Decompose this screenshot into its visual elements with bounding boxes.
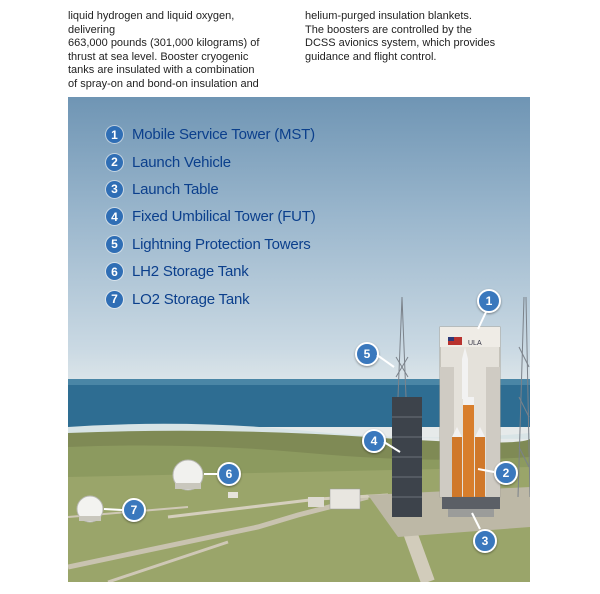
legend-number-badge: 1 (106, 126, 123, 143)
body-text-left: liquid hydrogen and liquid oxygen, delivering 663,000 pounds (301,000 kilograms) of thrust at sea level. Booster cryogenic tanks are insulated with a combination of spray-on and bond-on insulation and (68, 10, 260, 90)
legend-label: Mobile Service Tower (MST) (132, 126, 315, 144)
legend-label: Launch Table (132, 180, 219, 198)
callout-mobile-service-tower: 1 (477, 289, 501, 313)
legend-label: Fixed Umbilical Tower (FUT) (132, 208, 316, 226)
legend-number-badge: 6 (106, 263, 123, 280)
callout-lightning-towers: 5 (355, 342, 379, 366)
legend-item (106, 231, 316, 258)
legend-number-badge: 3 (106, 181, 123, 198)
legend-label: Launch Vehicle (132, 153, 231, 171)
body-text-right: helium-purged insulation blankets. The boosters are controlled by the DCSS avionics system, which provides guidance and flight control. (305, 10, 496, 63)
callout-fixed-umbilical-tower: 4 (362, 429, 386, 453)
legend-item (106, 258, 316, 285)
legend-item (106, 285, 316, 312)
tower-sign: ULA (468, 340, 482, 347)
building (330, 489, 360, 509)
launch-table (442, 497, 500, 509)
callout-lo2-tank: 7 (122, 498, 146, 522)
legend-item (106, 148, 316, 175)
legend-number-badge: 7 (106, 291, 123, 308)
legend-label: Lightning Protection Towers (132, 235, 311, 253)
launch-complex-photo (68, 97, 530, 582)
callout-lh2-tank: 6 (217, 462, 241, 486)
legend-number-badge: 5 (106, 236, 123, 253)
legend-label: LH2 Storage Tank (132, 263, 249, 281)
legend-label: LO2 Storage Tank (132, 290, 250, 308)
legend-item (106, 203, 316, 230)
legend (106, 121, 316, 313)
legend-item (106, 121, 316, 148)
legend-number-badge: 2 (106, 154, 123, 171)
legend-item (106, 176, 316, 203)
legend-number-badge: 4 (106, 208, 123, 225)
callout-launch-table: 3 (473, 529, 497, 553)
callout-launch-vehicle: 2 (494, 461, 518, 485)
